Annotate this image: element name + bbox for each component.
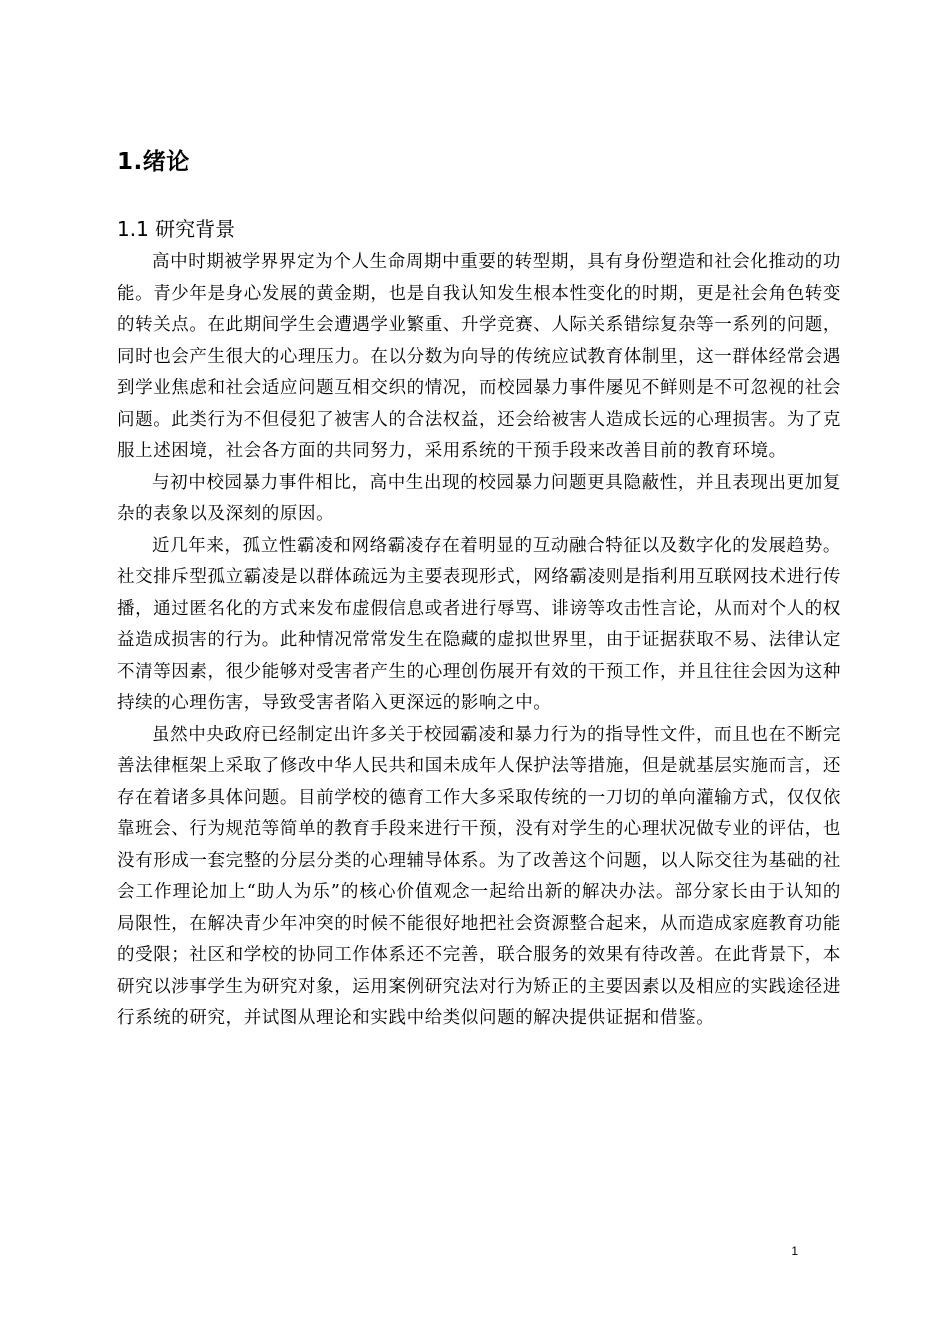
paragraph: 虽然中央政府已经制定出许多关于校园霸凌和暴力行为的指导性文件，而且也在不断完善法律框架上采取了修改中华人民共和国未成年人保护法等措施，但是就基层实施而言，还存在着诸多具体问题。目前学校的德育工作大多采取传统的一刀切的单向灌输方式，仅仅依靠班会、行为规范等简单的教育手段来进行干预，没有对学生的心理状况做专业的评估，也没有形成一套完整的分层分类的心理辅导体系。为了改善这个问题，以人际交往为基础的社会工作理论加上“助人为乐”的核心价值观念一起给出新的解决办法。部分家长由于认知的局限性，在解决青少年冲突的时候不能很好地把社会资源整合起来，从而造成家庭教育功能的受限；社区和学校的协同工作体系还不完善，联合服务的效果有待改善。在此背景下，本研究以涉事学生为研究对象，运用案例研究法对行为矫正的主要因素以及相应的实践途径进行系统的研究，并试图从理论和实践中给类似问题的解决提供证据和借鉴。 bbox=[117, 724, 841, 1028]
section-title: 1.1 研究背景 bbox=[117, 217, 236, 241]
paragraph: 近几年来，孤立性霸凌和网络霸凌存在着明显的互动融合特征以及数字化的发展趋势。社交排斥型孤立霸凌是以群体疏远为主要表现形式，网络霸凌则是指利用互联网技术进行传播，通过匿名化的方式来发布虚假信息或者进行辱骂、诽谤等攻击性言论，从而对个人的权益造成损害的行为。此种情况常常发生在隐藏的虚拟世界里，由于证据获取不易、法律认定不清等因素，很少能够对受害者产生的心理创伤展开有效的干预工作，并且往往会因为这种持续的心理伤害，导致受害者陷入更深远的影响之中。 bbox=[117, 535, 841, 713]
page-number: 1 bbox=[791, 1244, 798, 1258]
paragraph: 与初中校园暴力事件相比，高中生出现的校园暴力问题更具隐蔽性，并且表现出更加复杂的表象以及深刻的原因。 bbox=[117, 472, 841, 524]
body-text bbox=[117, 247, 841, 1035]
chapter-title: 1.绪论 bbox=[117, 149, 190, 175]
paragraph: 高中时期被学界界定为个人生命周期中重要的转型期，具有身份塑造和社会化推动的功能。青少年是身心发展的黄金期，也是自我认知发生根本性变化的时期，更是社会角色转变的转关点。在此期间学生会遭遇学业繁重、升学竞赛、人际关系错综复杂等一系列的问题，同时也会产生很大的心理压力。在以分数为向导的传统应试教育体制里，这一群体经常会遇到学业焦虑和社会适应问题互相交织的情况，而校园暴力事件屡见不鲜则是不可忽视的社会问题。此类行为不但侵犯了被害人的合法权益，还会给被害人造成长远的心理损害。为了克服上述困境，社会各方面的共同努力，采用系统的干预手段来改善目前的教育环境。 bbox=[117, 252, 841, 461]
